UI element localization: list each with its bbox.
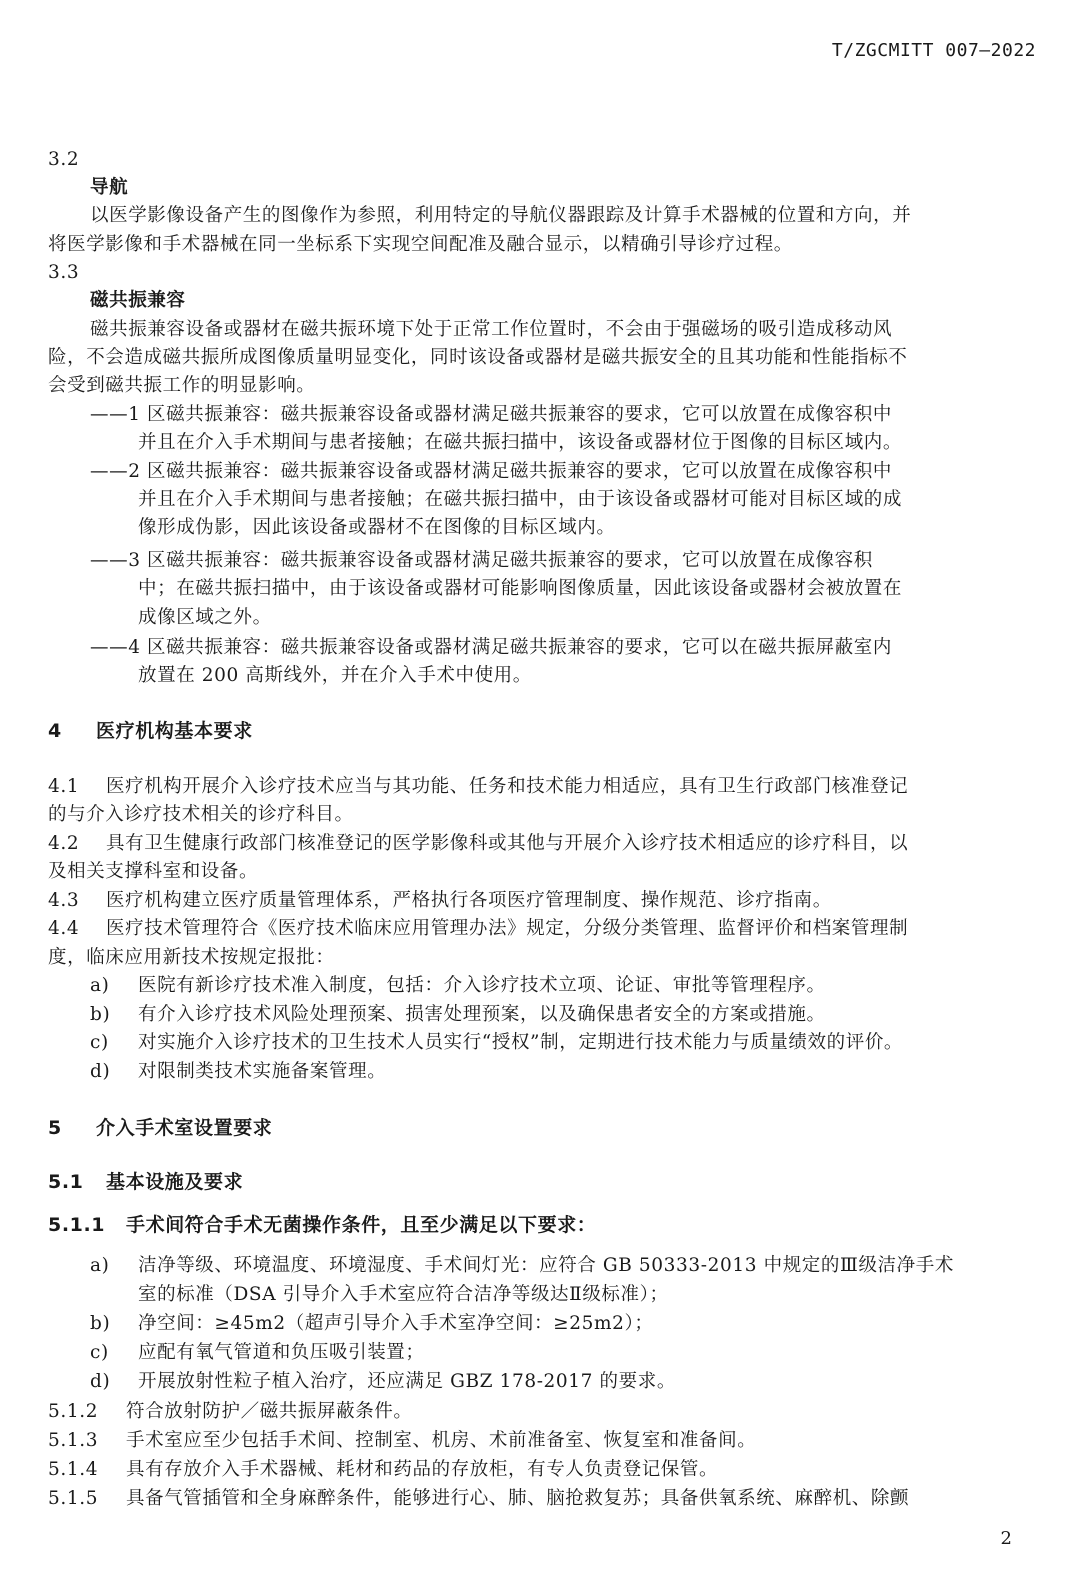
list-item (90, 1058, 1038, 1086)
list-item (90, 1339, 1038, 1367)
clause (48, 1398, 1038, 1426)
zone-item: 成像区域之外。 (138, 607, 272, 628)
clause-number: 4.2 (48, 833, 80, 854)
list-marker: b) (90, 1004, 111, 1025)
clause-number: 4.4 (48, 918, 80, 939)
clause-number: 4.1 (48, 776, 80, 797)
clause-text: 符合放射防护／磁共振屏蔽条件。 (126, 1401, 413, 1422)
list-text: 医院有新诊疗技术准入制度，包括：介入诊疗技术立项、论证、审批等管理程序。 (138, 975, 826, 996)
section-title: 介入手术室设置要求 (96, 1117, 273, 1139)
list-text: 洁净等级、环境温度、环境湿度、手术间灯光：应符合 GB 50333-2013 中规定的Ⅲ级洁净手术 (138, 1255, 954, 1276)
list-text: 室的标准（DSA 引导介入手术室应符合洁净等级达Ⅱ级标准）； (138, 1284, 669, 1305)
list-item (90, 1001, 1038, 1029)
term-definition: 险，不会造成磁共振所成图像质量明显变化，同时该设备或器材是磁共振安全的且其功能和性能指标不 (48, 347, 908, 368)
clause-text: 度，临床应用新技术按规定报批： (48, 947, 335, 968)
clause-number: 5.1.4 (48, 1459, 99, 1480)
list-marker: d) (90, 1371, 111, 1392)
clause-number: 3.2 (48, 149, 80, 170)
subsection-title: 基本设施及要求 (106, 1171, 244, 1193)
zone-item: 并且在介入手术期间与患者接触；在磁共振扫描中，由于该设备或器材可能对目标区域的成 (138, 489, 903, 510)
list-item (90, 1310, 1038, 1338)
section-number: 4 (48, 720, 62, 742)
clause-heading (48, 1211, 1038, 1239)
zone-item: ——2 区磁共振兼容：磁共振兼容设备或器材满足磁共振兼容的要求，它可以放置在成像容积中 (90, 461, 892, 482)
term-title: 磁共振兼容 (90, 290, 186, 311)
clause (48, 887, 1038, 915)
clause (48, 1485, 1038, 1513)
list-marker: c) (90, 1342, 109, 1363)
section-number: 5 (48, 1117, 62, 1139)
clause-number: 3.3 (48, 262, 80, 283)
term-definition: 会受到磁共振工作的明显影响。 (48, 375, 316, 396)
term-title: 导航 (90, 177, 129, 198)
clause-number: 4.3 (48, 890, 80, 911)
section-heading (48, 1114, 1038, 1142)
page-number: 2 (1000, 1528, 1012, 1549)
clause (48, 915, 1038, 943)
list-marker: c) (90, 1032, 109, 1053)
list-text: 对实施介入诊疗技术的卫生技术人员实行“授权”制，定期进行技术能力与质量绩效的评价。 (138, 1032, 904, 1053)
document-code: T/ZGCMITT 007—2022 (831, 40, 1036, 61)
clause-text: 医疗技术管理符合《医疗技术临床应用管理办法》规定，分级分类管理、监督评价和档案管理制 (106, 918, 909, 939)
list-marker: b) (90, 1313, 111, 1334)
zone-item: 并且在介入手术期间与患者接触；在磁共振扫描中，该设备或器材位于图像的目标区域内。 (138, 432, 903, 453)
zone-item: ——3 区磁共振兼容：磁共振兼容设备或器材满足磁共振兼容的要求，它可以放置在成像容积 (90, 550, 873, 571)
clause-text: 医疗机构建立医疗质量管理体系，严格执行各项医疗管理制度、操作规范、诊疗指南。 (106, 890, 832, 911)
section-title: 医疗机构基本要求 (96, 720, 253, 742)
zone-item: 像形成伪影，因此该设备或器材不在图像的目标区域内。 (138, 517, 616, 538)
section-heading (48, 717, 1038, 745)
list-item (90, 1029, 1038, 1057)
zone-item: ——1 区磁共振兼容：磁共振兼容设备或器材满足磁共振兼容的要求，它可以放置在成像容积中 (90, 404, 892, 425)
list-text: 开展放射性粒子植入治疗，还应满足 GBZ 178-2017 的要求。 (138, 1371, 676, 1392)
zone-item: 中；在磁共振扫描中，由于该设备或器材可能影响图像质量，因此该设备或器材会被放置在 (138, 578, 903, 599)
clause (48, 773, 1038, 801)
zone-item: ——4 区磁共振兼容：磁共振兼容设备或器材满足磁共振兼容的要求，它可以在磁共振屏蔽室内 (90, 637, 892, 658)
clause (48, 830, 1038, 858)
list-text: 对限制类技术实施备案管理。 (138, 1061, 387, 1082)
clause-text: 及相关支撑科室和设备。 (48, 861, 259, 882)
term-definition: 以医学影像设备产生的图像作为参照，利用特定的导航仪器跟踪及计算手术器械的位置和方向，并 (90, 205, 912, 226)
list-text: 净空间：≥45m2（超声引导介入手术室净空间：≥25m2）； (138, 1313, 654, 1334)
term-definition: 磁共振兼容设备或器材在磁共振环境下处于正常工作位置时，不会由于强磁场的吸引造成移动风 (90, 319, 893, 340)
list-marker: a) (90, 975, 110, 996)
clause-text: 医疗机构开展介入诊疗技术应当与其功能、任务和技术能力相适应，具有卫生行政部门核准登记 (106, 776, 909, 797)
clause-text: 具有存放介入手术器械、耗材和药品的存放柜，有专人负责登记保管。 (126, 1459, 719, 1480)
clause-text: 具备气管插管和全身麻醉条件，能够进行心、肺、脑抢救复苏；具备供氧系统、麻醉机、除颤 (126, 1488, 910, 1509)
clause-text: 具有卫生健康行政部门核准登记的医学影像科或其他与开展介入诊疗技术相适应的诊疗科目，以 (106, 833, 909, 854)
list-item (90, 1368, 1038, 1396)
clause-number: 5.1.3 (48, 1430, 99, 1451)
clause (48, 1456, 1038, 1484)
clause-number: 5.1.5 (48, 1488, 99, 1509)
term-definition: 将医学影像和手术器械在同一坐标系下实现空间配准及融合显示，以精确引导诊疗过程。 (48, 234, 793, 255)
subsection-heading (48, 1168, 1038, 1196)
list-marker: d) (90, 1061, 111, 1082)
clause (48, 1427, 1038, 1455)
subsection-number: 5.1 (48, 1171, 84, 1193)
list-marker: a) (90, 1255, 110, 1276)
zone-item: 放置在 200 高斯线外，并在介入手术中使用。 (138, 665, 532, 686)
list-text: 应配有氧气管道和负压吸引装置； (138, 1342, 425, 1363)
list-item (90, 972, 1038, 1000)
clause-text: 的与介入诊疗技术相关的诊疗科目。 (48, 804, 354, 825)
list-item (90, 1252, 1038, 1280)
clause-number: 5.1.2 (48, 1401, 99, 1422)
clause-text: 手术室应至少包括手术间、控制室、机房、术前准备室、恢复室和准备间。 (126, 1430, 757, 1451)
list-text: 有介入诊疗技术风险处理预案、损害处理预案，以及确保患者安全的方案或措施。 (138, 1004, 826, 1025)
clause-number: 5.1.1 (48, 1214, 106, 1236)
clause-title: 手术间符合手术无菌操作条件，且至少满足以下要求： (126, 1214, 597, 1236)
